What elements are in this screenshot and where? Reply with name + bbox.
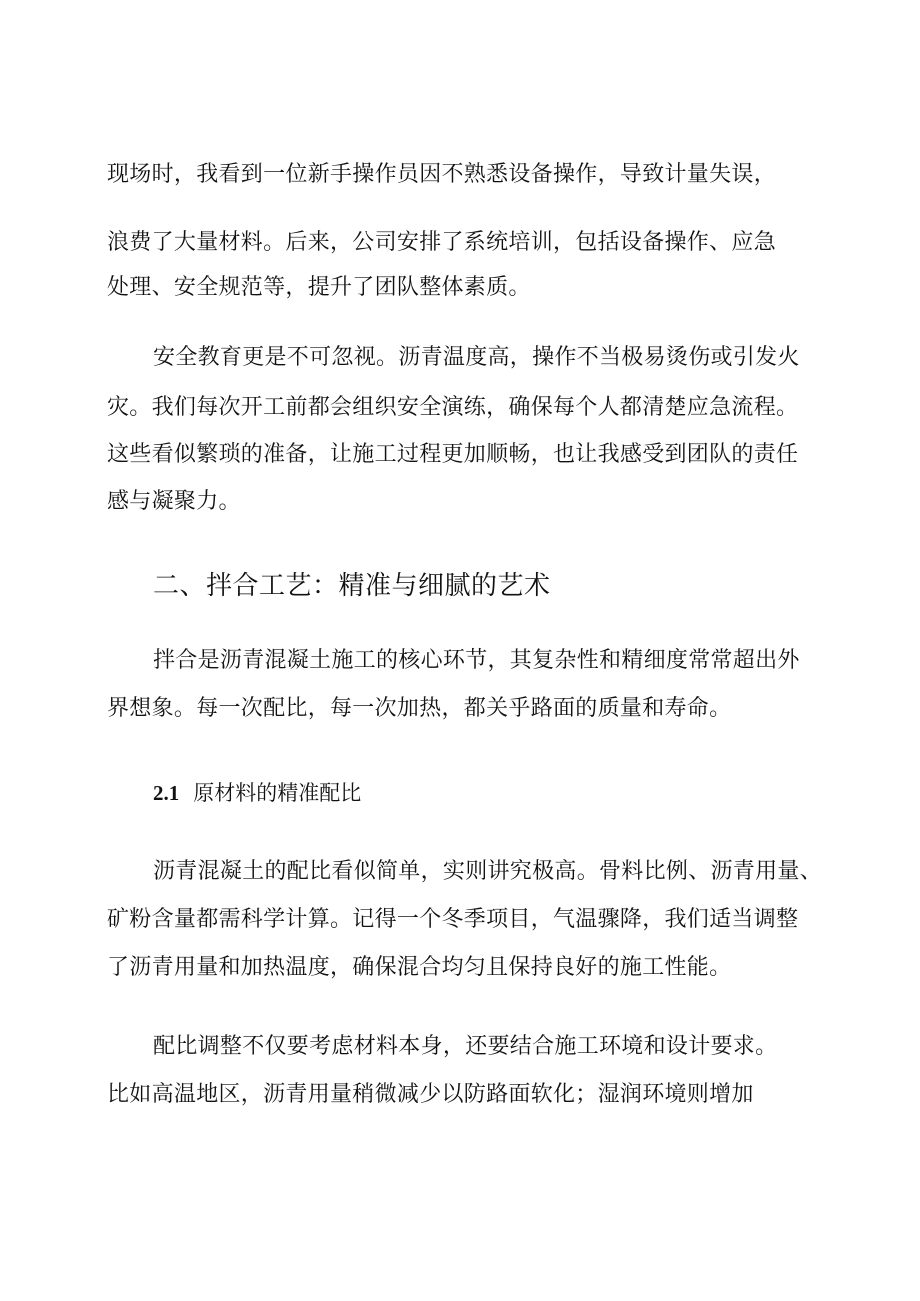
text-line: 拌合是沥青混凝土施工的核心环节，其复杂性和精细度常常超出外 [153, 648, 800, 673]
text-line: 沥青混凝土的配比看似简单，实则讲究极高。骨料比例、沥青用量、 [153, 859, 823, 884]
subsection-title: 原材料的精准配比 [193, 781, 362, 805]
text-line: 安全教育更是不可忽视。沥青温度高，操作不当极易烫伤或引发火 [153, 345, 800, 370]
text-line: 了沥青用量和加热温度，确保混合均匀且保持良好的施工性能。 [107, 955, 732, 980]
text-line: 这些看似繁琐的准备，让施工过程更加顺畅，也让我感受到团队的责任 [107, 442, 799, 467]
text-line: 矿粉含量都需科学计算。记得一个冬季项目，气温骤降，我们适当调整 [107, 907, 799, 932]
text-line: 感与凝聚力。 [107, 489, 241, 514]
subsection-number: 2.1 [153, 781, 180, 805]
text-line: 界想象。每一次配比，每一次加热，都关乎路面的质量和寿命。 [107, 696, 732, 721]
text-line: 现场时，我看到一位新手操作员因不熟悉设备操作，导致计量失误， [107, 162, 777, 187]
subsection-heading [153, 779, 361, 807]
text-line: 灾。我们每次开工前都会组织安全演练，确保每个人都清楚应急流程。 [107, 395, 799, 420]
text-line: 比如高温地区，沥青用量稍微减少以防路面软化；湿润环境则增加 [107, 1082, 754, 1107]
text-line: 浪费了大量材料。后来，公司安排了系统培训，包括设备操作、应急 [107, 230, 777, 255]
text-line: 处理、安全规范等，提升了团队整体素质。 [107, 275, 531, 300]
section-heading: 二、拌合工艺：精准与细腻的艺术 [153, 571, 551, 601]
text-line: 配比调整不仅要考虑材料本身，还要结合施工环境和设计要求。 [153, 1034, 778, 1059]
